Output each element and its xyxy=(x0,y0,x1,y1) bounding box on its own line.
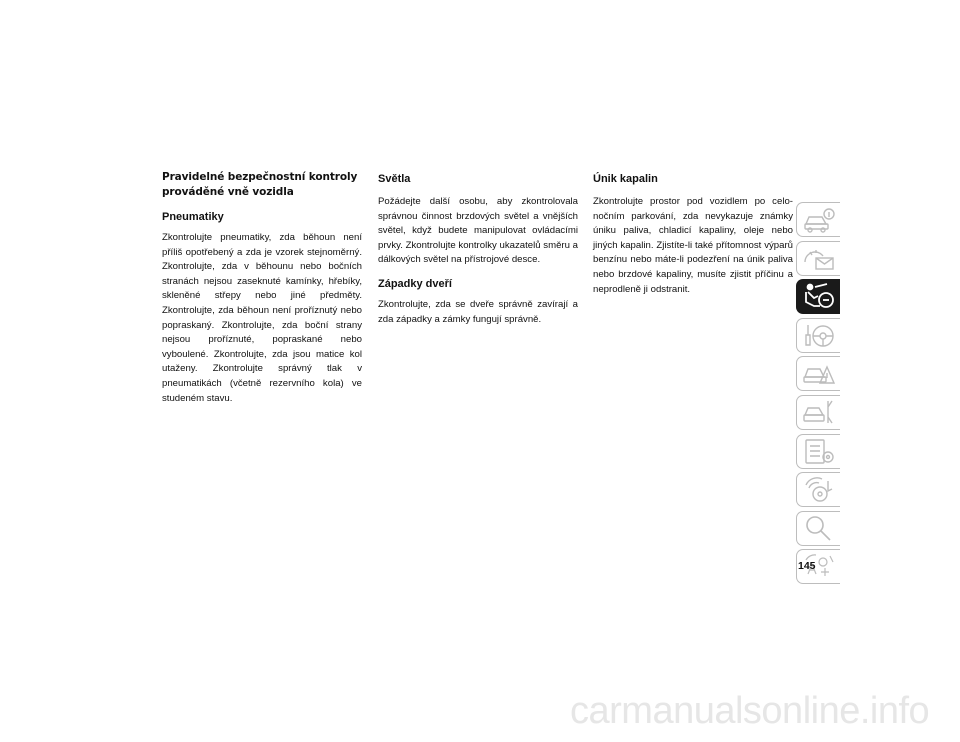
tab-safety[interactable] xyxy=(796,279,840,314)
heading-fluid-leaks: Únik kapalin xyxy=(593,173,658,185)
car-info-icon xyxy=(802,205,836,234)
steering-start-icon xyxy=(802,321,836,350)
page-number: 145 xyxy=(798,560,816,572)
tab-starting-driving[interactable] xyxy=(796,318,840,353)
main-heading-line1: Pravidelné bezpečnostní kontroly xyxy=(162,171,358,183)
search-magnifier-icon xyxy=(802,514,836,543)
middle-column xyxy=(378,170,578,336)
heading-lights: Světla xyxy=(378,173,411,185)
tab-search[interactable] xyxy=(796,511,840,546)
door-latches-paragraph: Zkontrolujte, zda se dveře správně zavírají a zda západky a zámky fungují správně. xyxy=(378,298,578,325)
left-column xyxy=(162,170,362,415)
car-warning-icon xyxy=(802,359,836,388)
tab-dashboard-messages[interactable] xyxy=(796,241,840,276)
heading-tires: Pneumatiky xyxy=(162,211,224,223)
right-column xyxy=(593,170,793,306)
tab-multimedia[interactable] xyxy=(796,472,840,507)
heading-door-latches: Západky dveří xyxy=(378,277,452,290)
main-heading-line2: prováděné vně vozidla xyxy=(162,186,294,198)
tires-paragraph: Zkontrolujte pneumatiky, zda běhoun není příliš opotřebený a zda je vzorek stejnoměrný. Zkontrolujte, zda v běhounu nebo bočních stranách nejsou zaseknuté kamínky, hřebíky, skleněné střepy nebo jiné předměty. Zkontrolujte, zda běhoun není proříznutý nebo popraskaný. Zkontrolujte, zda boční strany nejsou proříznuté, popraskané nebo vyboulené. Zkontrolujte, zda jsou matice kol utaženy. Zkontrolujte správný tlak v pneumatikách (včetně rezervního kola) ve studeném stavu. xyxy=(162,232,362,404)
multimedia-icon xyxy=(802,475,836,504)
dashboard-envelope-icon xyxy=(802,244,836,273)
tab-specifications[interactable] xyxy=(796,434,840,469)
page-main-heading xyxy=(162,170,362,200)
fluid-leaks-paragraph: Zkontrolujte prostor pod vozidlem po celonočním parkování, zda nevykazuje známky úniku paliva, chladicí kapaliny, oleje nebo jiných kapalin. Zjistíte-li také přítomnost výparů benzínu nebo máte-li podezření na únik paliva nebo brzdové kapaliny, musíte zjistit příčinu a neprodleně ji odstranit. xyxy=(593,196,793,295)
chapter-tab-strip xyxy=(796,202,840,588)
airbag-safety-icon xyxy=(802,282,836,311)
tab-car-info[interactable] xyxy=(796,202,840,237)
car-service-tools-icon xyxy=(802,398,836,427)
watermark-text: carmanualsonline.info xyxy=(570,690,930,732)
lights-paragraph: Požádejte další osobu, aby zkontrolovala správnou činnost brzdových světel a vnějších světel, když budete manipulovat ovládacími prvky. Zkontrolujte kontrolky ukazatelů směru a dálkových světel na přístrojové desce. xyxy=(378,196,578,266)
tab-emergency[interactable] xyxy=(796,356,840,391)
specifications-list-icon xyxy=(802,437,836,466)
tab-service-maintenance[interactable] xyxy=(796,395,840,430)
